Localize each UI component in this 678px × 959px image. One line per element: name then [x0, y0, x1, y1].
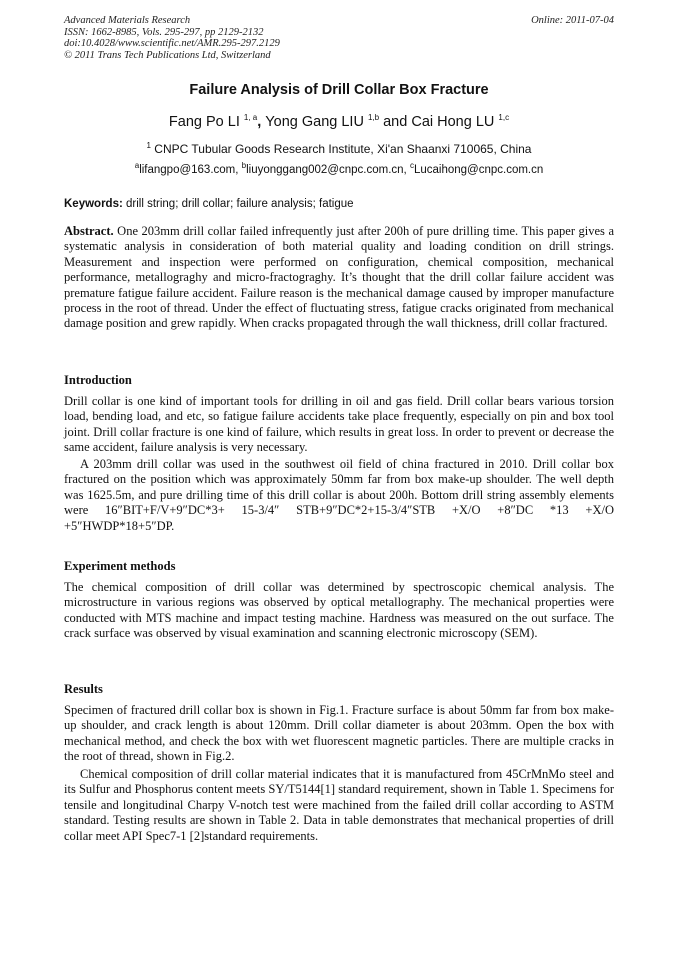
keywords — [64, 198, 354, 210]
email-marker: a — [134, 161, 140, 171]
keywords-label: Keywords: — [64, 198, 123, 210]
affiliation-marker: 1 — [146, 141, 151, 150]
author-affil-marker: 1,c — [498, 113, 510, 123]
section-heading-experiment-methods: Experiment methods — [64, 559, 176, 573]
affiliation-address: , Xi'an Shaanxi 710065, China — [370, 142, 532, 156]
email-address: liuyonggang002@cnpc.com.cn, — [246, 164, 410, 176]
introduction-paragraph-1: Drill collar is one kind of important tools for drilling in oil and gas field. Drill collar bears various torsion load, bending load, and etc, so fatigue failure accidents take place frequently, especially on pin and box tool joint. Drill collar fracture is one kind of failure, which results in great loss. In order to prevent or decrease the same accident, failure analysis is very necessary. — [64, 394, 614, 455]
section-heading-results: Results — [64, 682, 103, 696]
journal-header — [64, 15, 280, 61]
keywords-text: drill string; drill collar; failure analysis; fatigue — [122, 198, 354, 210]
email-address: Lucaihong@cnpc.com.cn — [413, 164, 544, 176]
affiliation — [0, 142, 678, 156]
results-paragraph-2: Chemical composition of drill collar material indicates that it is manufactured from 45CrMnMo steel and its Sulfur and Phosphorus content meets SY/T5144[1] standard requirement, shown in Table 1. Specimens for tensile and longitudinal Charpy V-notch test were machined from the failed drill collar according to ASTM standard. Testing results are shown in Table 2. Data in table demonstrates that mechanical properties of drill collar meet API Spec7-1 [2]standard requirements. — [64, 767, 614, 843]
section-heading-introduction: Introduction — [64, 373, 132, 387]
email-address: lifangpo@163.com, — [139, 164, 242, 176]
author-affil-marker: 1,b — [367, 113, 380, 123]
abstract-text: One 203mm drill collar failed infrequently just after 200h of pure drilling time. This paper gives a systematic analysis in consideration of both material quality and loading condition on drill strings. Measurement and inspection were performed on configuration, chemical composition, mechanical performance, metallograghy and micro-fractograghy. It’s thought that the drill collar failure accident was premature fatigue failure accident. Failure reason is the mechanical damage caused by improper manufacture process in the root of thread. Under the effect of fluctuating stress, fatigue cracks originated from mechanical damage position and grew rapidly. When cracks propagated through the wall thickness, drill collar fractured. — [64, 224, 614, 331]
email-marker: b — [241, 161, 247, 171]
introduction-paragraph-2: A 203mm drill collar was used in the southwest oil field of china fractured in 2010. Drill collar box fractured on the position which was approximately 50mm far from box make-up shoulder. The well depth was 1625.5m, and pure drilling time of this drill collar is about 200h. Bottom drill string assembly elements were 16″BIT+F/V+9″DC*3+ 15-3/4″ STB+9″DC*2+15-3/4″STB +X/O +8″DC *13 +X/O +5″HWDP*18+5″DP. — [64, 457, 614, 533]
author-separator: and — [379, 114, 412, 130]
online-date: Online: 2011-07-04 — [531, 15, 614, 26]
author-separator: , — [257, 114, 266, 130]
copyright-line: © 2011 Trans Tech Publications Ltd, Switzerland — [64, 49, 271, 61]
email-line — [0, 161, 678, 176]
doi-line: doi:10.4028/www.scientific.net/AMR.295-297.2129 — [64, 38, 280, 49]
abstract-label: Abstract. — [64, 224, 114, 238]
affiliation-name: CNPC Tubular Goods Research Institute — [150, 142, 371, 156]
author-name: Fang Po LI — [168, 114, 240, 130]
results-paragraph-1: Specimen of fractured drill collar box is shown in Fig.1. Fracture surface is about 50mm far from box make-up shoulder, and crack length is about 120mm. Drill collar diameter is about 203mm. Open the box with mechanical method, and check the box with wet fluorescent magnetic particles. There are multiple cracks in the root of thread, shown in Fig.2. — [64, 703, 614, 764]
paper-title: Failure Analysis of Drill Collar Box Fracture — [189, 82, 489, 98]
author-name: Cai Hong LU — [411, 114, 495, 130]
experiment-paragraph-1: The chemical composition of drill collar was determined by spectroscopic chemical analysis. The microstructure in various regions was observed by optical metallography. The mechanical properties were conducted with MTS machine and impact testing machine. Hardness was measured on the out surface. The crack surface was observed by visual examination and scanning electronic microscopy (SEM). — [64, 580, 614, 641]
author-line — [0, 114, 678, 130]
author-affil-marker: 1, a — [243, 113, 258, 123]
journal-name: Advanced Materials Research — [64, 15, 191, 26]
email-marker: c — [409, 161, 414, 171]
issn-line: ISSN: 1662-8985, Vols. 295-297, pp 2129-2132 — [64, 26, 264, 38]
author-name: Yong Gang LIU — [265, 114, 364, 130]
abstract — [64, 224, 614, 332]
